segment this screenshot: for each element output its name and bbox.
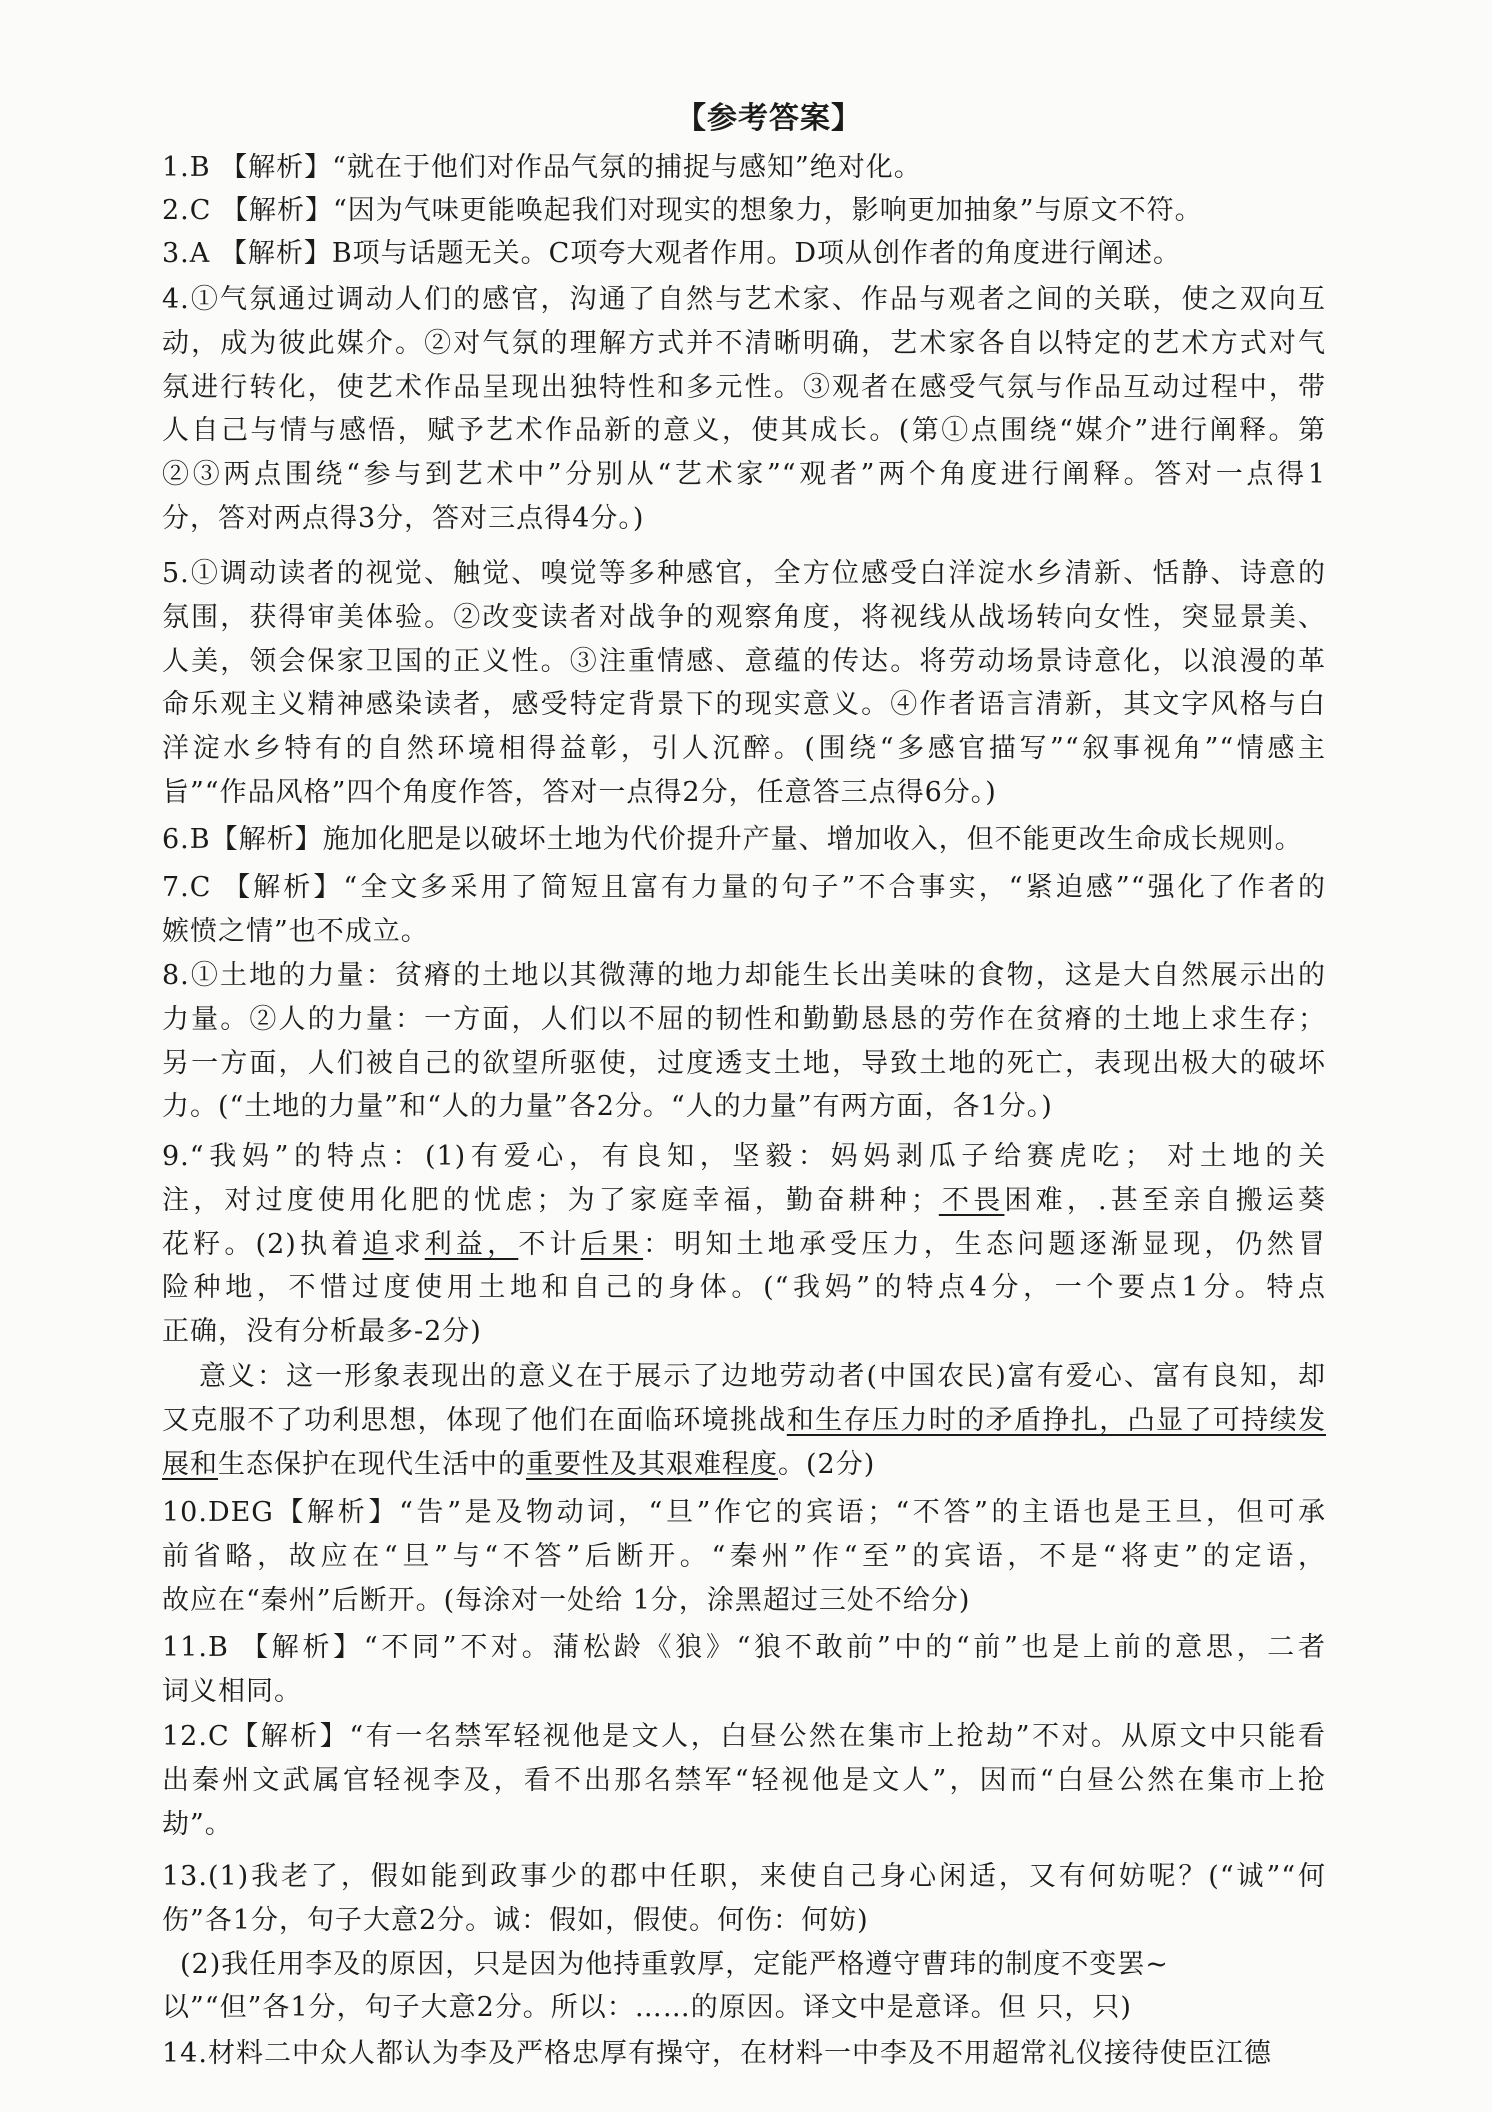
answer-14-line: 14.材料二中众人都认为李及严格忠厚有操守，在材料一中李及不用超常礼仪接待使臣江德 <box>162 2038 1272 2069</box>
text-segment: 注，对过度使用化肥的忧虑；为了家庭幸福，勤奋耕种； <box>162 1184 939 1216</box>
answer-5-line: 命乐观主义精神感染读者，感受特定背景下的现实意义。④作者语言清新，其文字风格与白 <box>162 689 1326 721</box>
answer-12-line: 出秦州文武属官轻视李及，看不出那名禁军“轻视他是文人”，因而“白昼公然在集市上抢 <box>162 1764 1326 1796</box>
answer-5 <box>162 552 1326 815</box>
answer-4-line: 分，答对两点得3分，答对三点得4分。) <box>162 502 645 534</box>
answer-13-line: 以”“但”各1分，句子大意2分。所以：……的原因。译文中是意译。但 只，只) <box>162 1992 1132 2024</box>
text-segment: ：明知土地承受压力，生态问题逐渐显现，仍然冒 <box>643 1228 1326 1260</box>
answer-2-line: 2.C 【解析】“因为气味更能唤起我们对现实的想象力，影响更加抽象”与原文不符。 <box>162 195 1203 226</box>
underlined-text: 展和 <box>162 1448 218 1480</box>
text-segment: 生态保护在现代生活中的 <box>218 1448 526 1480</box>
answer-8-line: 力量。②人的力量：一方面，人们以不屈的韧性和勤勤恳恳的劳作在贫瘠的土地上求生存； <box>162 1003 1326 1035</box>
answer-6 <box>162 818 1326 862</box>
answer-3-line: 3.A 【解析】B项与话题无关。C项夸大观者作用。D项从创作者的角度进行阐述。 <box>162 238 1181 269</box>
answer-6-line: 6.B【解析】施加化肥是以破坏土地为代价提升产量、增加收入，但不能更改生命成长规则。 <box>162 824 1303 855</box>
underlined-text: 后果 <box>580 1228 644 1260</box>
answer-9-line: 9.“我妈”的特点：(1)有爱心，有良知，坚毅：妈妈剥瓜子给赛虎吃； 对土地的关 <box>162 1141 1326 1172</box>
answer-4-line: 人自己与情与感悟，赋予艺术作品新的意义，使其成长。(第①点围绕“媒介”进行阐释。第 <box>162 415 1326 447</box>
answer-8-line: 另一方面，人们被自己的欲望所驱使，过度透支土地，导致土地的死亡，表现出极大的破坏 <box>162 1047 1326 1079</box>
answer-13 <box>162 1855 1326 2030</box>
text-segment: 花籽。(2)执着 <box>162 1228 363 1260</box>
answer-7-line: 嫉愤之情”也不成立。 <box>162 915 429 947</box>
underlined-text: 和生存压力时的矛盾挣扎，凸显了可持续发 <box>786 1404 1326 1436</box>
underlined-text: 重要性及其艰难程度 <box>526 1448 778 1480</box>
answer-14 <box>162 2032 1326 2076</box>
answer-10 <box>162 1491 1326 1622</box>
answer-1 <box>162 146 1326 190</box>
answer-8 <box>162 954 1326 1129</box>
text-segment: 又克服不了功利思想，体现了他们在面临环境挑战 <box>162 1404 787 1436</box>
answer-10-line: 前省略，故应在“旦”与“不答”后断开。“秦州”作“至”的宾语，不是“将吏”的定语， <box>162 1540 1326 1572</box>
answer-4-line: 氛进行转化，使艺术作品呈现出独特性和多元性。③观者在感受气氛与作品互动过程中，带 <box>162 371 1326 403</box>
answer-9-line <box>162 1179 1326 1223</box>
answer-12 <box>162 1715 1326 1846</box>
underlined-text: 追 <box>362 1228 394 1260</box>
answer-13-line: (2)我任用李及的原因，只是因为他持重敦厚，定能严格遵守曹玮的制度不变罢~ <box>180 1948 1169 1980</box>
answer-11-line: 词义相同。 <box>162 1675 302 1707</box>
answer-9-line: 险种地，不惜过度使用土地和自己的身体。(“我妈”的特点4分，一个要点1分。特点 <box>162 1272 1326 1304</box>
page-title: 【参考答案】 <box>676 101 862 136</box>
answer-2 <box>162 189 1326 233</box>
answer-13-line: 13.(1)我老了，假如能到政事少的郡中任职，来使自己身心闲适，又有何妨呢？(“诚”“何 <box>162 1861 1326 1892</box>
answer-7-line: 7.C 【解析】“全文多采用了简短且富有力量的句子”不合事实，“紧迫感”“强化了作者的 <box>162 872 1326 903</box>
answer-12-line: 12.C【解析】“有一名禁军轻视他是文人，白昼公然在集市上抢劫”不对。从原文中只能看 <box>162 1721 1326 1752</box>
answer-11-line: 11.B 【解析】“不同”不对。蒲松龄《狼》“狼不敢前”中的“前”也是上前的意思，二者 <box>162 1632 1326 1663</box>
answer-10-line: 故应在“秦州”后断开。(每涂对一处给 1分，涂黑超过三处不给分) <box>162 1584 971 1616</box>
text-segment: 不计 <box>518 1228 581 1260</box>
answer-9-significance <box>162 1355 1326 1486</box>
answer-13-line: 伤”各1分，句子大意2分。诚：假如，假使。何伤：何妨) <box>162 1904 869 1936</box>
text-segment: 困难，.甚至亲自搬运葵 <box>1004 1184 1326 1216</box>
text-segment: 求 <box>393 1228 425 1260</box>
answer-4-line: ②③两点围绕“参与到艺术中”分别从“艺术家”“观者”两个角度进行阐释。答对一点得1 <box>162 459 1326 491</box>
answer-4-line: 4.①气氛通过调动人们的感官，沟通了自然与艺术家、作品与观者之间的关联，使之双向互 <box>162 284 1326 315</box>
significance-line <box>162 1443 1326 1487</box>
answer-5-line: 洋淀水乡特有的自然环境相得益彰，引人沉醉。(围绕“多感官描写”“叙事视角”“情感主 <box>162 733 1326 765</box>
underlined-text: 不畏 <box>938 1184 1005 1216</box>
significance-line <box>162 1399 1326 1443</box>
answer-3 <box>162 232 1326 276</box>
answer-10-line: 10.DEG【解析】“告”是及物动词，“旦”作它的宾语；“不答”的主语也是王旦，但可承 <box>162 1497 1326 1528</box>
answer-5-line: 人美，领会保家卫国的正义性。③注重情感、意蕴的传达。将劳动场景诗意化，以浪漫的革 <box>162 645 1326 677</box>
text-segment: 。(2分) <box>778 1448 876 1480</box>
answer-4 <box>162 278 1326 541</box>
answer-7 <box>162 866 1326 954</box>
answer-5-line: 5.①调动读者的视觉、触觉、嗅觉等多种感官，全方位感受白洋淀水乡清新、恬静、诗意的 <box>162 558 1326 589</box>
answer-4-line: 动，成为彼此媒介。②对气氛的理解方式并不清晰明确，艺术家各自以特定的艺术方式对气 <box>162 327 1326 359</box>
answer-12-line: 劫”。 <box>162 1808 233 1840</box>
answer-1-line: 1.B 【解析】“就在于他们对作品气氛的捕捉与感知”绝对化。 <box>162 152 922 183</box>
significance-line: 意义：这一形象表现出的意义在于展示了边地劳动者(中国农民)富有爱心、富有良知，却 <box>199 1361 1326 1392</box>
underlined-text: 利益， <box>424 1228 519 1260</box>
answer-5-line: 氛围，获得审美体验。②改变读者对战争的观察角度，将视线从战场转向女性，突显景美、 <box>162 601 1326 633</box>
answer-8-line: 力。(“土地的力量”和“人的力量”各2分。“人的力量”有两方面，各1分。) <box>162 1091 1053 1123</box>
answer-5-line: 旨”“作品风格”四个角度作答，答对一点得2分，任意答三点得6分。) <box>162 776 997 808</box>
answer-11 <box>162 1626 1326 1714</box>
answer-8-line: 8.①土地的力量：贫瘠的土地以其微薄的地力却能生长出美味的食物，这是大自然展示出的 <box>162 960 1326 991</box>
answer-9 <box>162 1135 1326 1354</box>
answer-9-line <box>162 1223 1326 1267</box>
answer-9-line: 正确，没有分析最多-2分) <box>162 1316 482 1348</box>
